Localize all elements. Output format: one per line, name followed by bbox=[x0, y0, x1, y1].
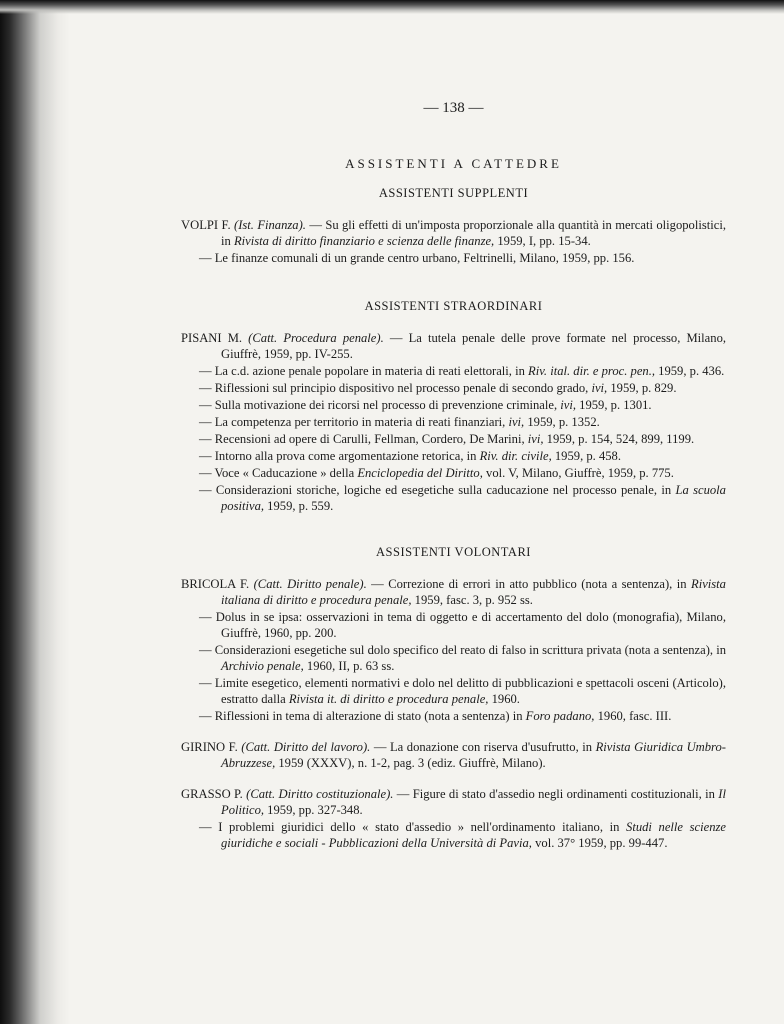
bibliography-item bbox=[181, 363, 726, 379]
entry-text-tail: 1959, p. 1301. bbox=[576, 398, 652, 412]
section-heading-supplenti: ASSISTENTI SUPPLENTI bbox=[378, 186, 529, 200]
entry-text: — Limite esegetico, elementi normativi e dolo nel delitto di pubblicazioni e spettacoli osceni (Articolo), estratto dalla bbox=[199, 676, 726, 706]
entry-text: — Dolus in se ipsa: osservazioni in tema di oggetto e di accertamento del dolo (monografia), Milano, Giuffrè, 1960, pp. 200. bbox=[199, 610, 726, 640]
entry-text: — Riflessioni sul principio dispositivo nel processo penale di secondo grado, bbox=[199, 381, 592, 395]
bibliography-item bbox=[181, 819, 726, 851]
author-name: VOLPI F. bbox=[181, 218, 231, 232]
bibliography-item bbox=[181, 431, 726, 447]
entry-text: — Sulla motivazione dei ricorsi nel processo di prevenzione criminale, bbox=[199, 398, 561, 412]
author-affiliation: (Catt. Procedura penale). bbox=[248, 331, 384, 345]
entry-text: — Intorno alla prova come argomentazione retorica, in bbox=[199, 449, 480, 463]
entry-text: — Considerazioni esegetiche sul dolo specifico del reato di falso in scrittura privata (nota a sentenza), in bbox=[199, 643, 727, 657]
author-entry bbox=[181, 217, 726, 249]
author-name: PISANI M. bbox=[181, 331, 243, 345]
entry-text: — La c.d. azione penale popolare in materia di reati elettorali, in bbox=[199, 364, 529, 378]
entry-text: — Riflessioni in tema di alterazione di stato (nota a sentenza) in bbox=[199, 709, 526, 723]
entry-journal: Studi nelle scienze giuridiche e sociali - Pubblicazioni della Università di Pavia, bbox=[221, 820, 726, 850]
scan-top-edge bbox=[0, 0, 784, 14]
entry-text-tail: 1960, II, p. 63 ss. bbox=[303, 659, 395, 673]
author-affiliation: (Catt. Diritto penale). bbox=[253, 577, 367, 591]
author-name: GIRINO F. bbox=[181, 740, 238, 754]
author-affiliation: (Ist. Finanza). bbox=[234, 218, 306, 232]
entry-text: — La competenza per territorio in materia di reati finanziari, bbox=[199, 415, 509, 429]
bibliography-item bbox=[181, 250, 726, 266]
entry-text-tail: 1960, fasc. III. bbox=[594, 709, 672, 723]
entry-text: — Correzione di errori in atto pubblico (nota a sentenza), in bbox=[371, 577, 691, 591]
bibliography-item bbox=[181, 465, 726, 481]
entry-text-tail: 1959, p. 1352. bbox=[524, 415, 600, 429]
entry-journal: Rivista Giuridica Umbro-Abruzzese, bbox=[221, 740, 726, 770]
entry-text-tail: vol. 37° 1959, pp. 99-447. bbox=[531, 836, 668, 850]
bibliography-item bbox=[181, 380, 726, 396]
bibliography-item bbox=[181, 642, 726, 674]
author-affiliation: (Catt. Diritto costituzionale). bbox=[246, 787, 394, 801]
entry-text-tail: 1959 (XXXV), n. 1-2, pag. 3 (ediz. Giuffrè, Milano). bbox=[275, 756, 546, 770]
entry-text-tail: 1959, p. 436. bbox=[655, 364, 725, 378]
entry-text: — La donazione con riserva d'usufrutto, in bbox=[373, 740, 596, 754]
document-page bbox=[181, 100, 726, 852]
entry-journal: Il Politico, bbox=[221, 787, 726, 817]
entry-text-tail: 1959, I, pp. 15-34. bbox=[494, 234, 591, 248]
author-entry bbox=[181, 330, 726, 362]
page-title: ASSISTENTI A CATTEDRE bbox=[345, 156, 562, 171]
author-affiliation: (Catt. Diritto del lavoro). bbox=[241, 740, 371, 754]
bibliography-item bbox=[181, 482, 726, 514]
entry-journal: Rivista italiana di diritto e procedura penale, bbox=[221, 577, 726, 607]
entry-journal: La scuola positiva, bbox=[221, 483, 726, 513]
entry-text-tail: 1959, pp. 327-348. bbox=[264, 803, 363, 817]
bibliography-item bbox=[181, 708, 726, 724]
entry-text: — I problemi giuridici dello « stato d'assedio » nell'ordinamento italiano, in bbox=[199, 820, 627, 834]
entry-journal: ivi, bbox=[560, 398, 577, 412]
entry-journal: Rivista it. di diritto e procedura penale, bbox=[288, 692, 489, 706]
entry-text-tail: 1959, fasc. 3, p. 952 ss. bbox=[411, 593, 533, 607]
entry-text: — La tutela penale delle prove formate nel processo, Milano, Giuffrè, 1959, pp. IV-255. bbox=[221, 331, 727, 361]
entry-text: — Voce « Caducazione » della bbox=[199, 466, 358, 480]
author-entry bbox=[181, 786, 726, 818]
entry-text: — Considerazioni storiche, logiche ed esegetiche sulla caducazione nel processo penale, in bbox=[199, 483, 676, 497]
entry-journal: Riv. ital. dir. e proc. pen., bbox=[528, 364, 656, 378]
bibliography-item bbox=[181, 609, 726, 641]
author-entry bbox=[181, 576, 726, 608]
entry-text-tail: vol. V, Milano, Giuffrè, 1959, p. 775. bbox=[482, 466, 674, 480]
bibliography-item bbox=[181, 448, 726, 464]
section-heading-volontari: ASSISTENTI VOLONTARI bbox=[376, 545, 531, 559]
section-heading-straordinari: ASSISTENTI STRAORDINARI bbox=[364, 299, 543, 313]
entry-text-tail: 1959, p. 559. bbox=[264, 499, 334, 513]
scan-binding-edge bbox=[0, 0, 70, 1024]
entry-journal: Riv. dir. civile, bbox=[479, 449, 552, 463]
bibliography-item bbox=[181, 675, 726, 707]
entry-text: — Figure di stato d'assedio negli ordinamenti costituzionali, in bbox=[396, 787, 719, 801]
bibliography-item bbox=[181, 397, 726, 413]
entry-journal: ivi, bbox=[508, 415, 525, 429]
page-number: — 138 — bbox=[423, 100, 484, 116]
entry-text-tail: 1959, p. 458. bbox=[551, 449, 621, 463]
author-name: BRICOLA F. bbox=[181, 577, 250, 591]
bibliography-item bbox=[181, 414, 726, 430]
entry-text-tail: 1960. bbox=[488, 692, 520, 706]
entry-journal: Rivista di diritto finanziario e scienza delle finanze, bbox=[233, 234, 495, 248]
entry-journal: ivi, bbox=[591, 381, 608, 395]
entry-text: — Recensioni ad opere di Carulli, Fellman, Cordero, De Marini, bbox=[199, 432, 528, 446]
entry-journal: Enciclopedia del Diritto, bbox=[357, 466, 483, 480]
author-name: GRASSO P. bbox=[181, 787, 243, 801]
entry-text: — Su gli effetti di un'imposta proporzionale alla quantità in mercati oligopolistici, in bbox=[221, 218, 726, 248]
entry-journal: Foro padano, bbox=[525, 709, 595, 723]
entry-journal: Archivio penale, bbox=[221, 659, 304, 673]
entry-journal: ivi, bbox=[527, 432, 544, 446]
entry-text: — Le finanze comunali di un grande centro urbano, Feltrinelli, Milano, 1959, pp. 156. bbox=[199, 251, 635, 265]
author-entry bbox=[181, 739, 726, 771]
entry-text-tail: 1959, p. 829. bbox=[607, 381, 677, 395]
entry-text-tail: 1959, p. 154, 524, 899, 1199. bbox=[543, 432, 695, 446]
